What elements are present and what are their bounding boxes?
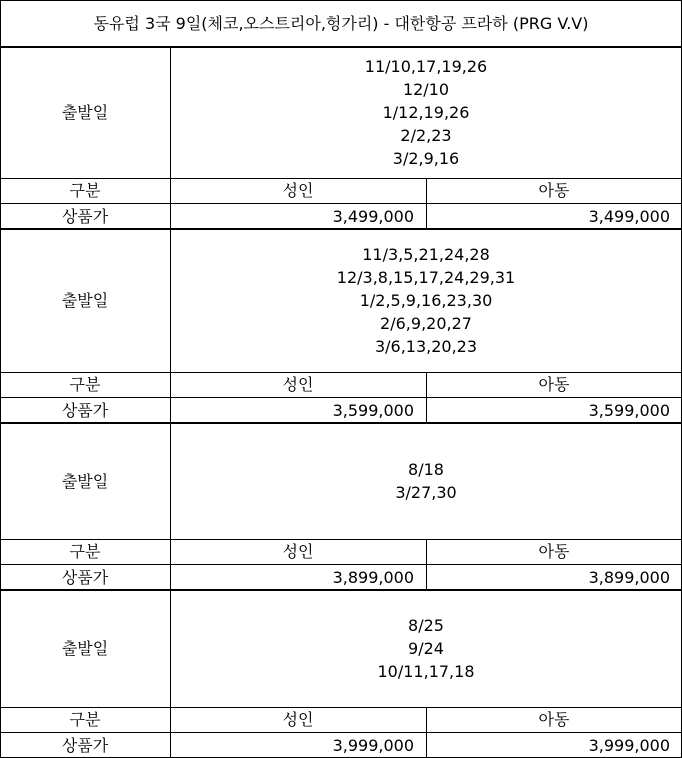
adult-header: 성인 (282, 181, 314, 200)
departure-label: 출발일 (61, 639, 109, 658)
category-label: 구분 (69, 542, 101, 561)
date-line: 3/2,9,16 (392, 149, 460, 168)
date-line: 11/3,5,21,24,28 (362, 245, 490, 264)
child-header: 아동 (538, 181, 570, 200)
date-line: 9/24 (408, 639, 444, 658)
adult-header: 성인 (282, 542, 314, 561)
category-label: 구분 (69, 375, 101, 394)
adult-price: 3,999,000 (332, 735, 414, 755)
date-line: 12/10 (402, 80, 450, 99)
price-label: 상품가 (61, 567, 109, 587)
date-line: 11/10,17,19,26 (364, 57, 488, 76)
date-line: 2/6,9,20,27 (380, 314, 472, 333)
departure-dates (170, 229, 682, 372)
child-header: 아동 (538, 542, 570, 561)
departure-label: 출발일 (61, 471, 109, 491)
departure-label: 출발일 (61, 103, 109, 122)
adult-price: 3,499,000 (332, 206, 414, 226)
table-title: 동유럽 3국 9일(체코,오스트리아,헝가리) - 대한항공 프라하 (PRG V.V) (93, 14, 589, 33)
price-label: 상품가 (61, 400, 109, 420)
child-price: 3,999,000 (588, 735, 670, 755)
departure-dates (170, 47, 682, 178)
departure-label: 출발일 (61, 291, 109, 310)
date-line: 1/12,19,26 (382, 103, 470, 122)
date-line: 3/27,30 (395, 483, 457, 502)
date-line: 8/18 (408, 460, 444, 479)
date-line: 12/3,8,15,17,24,29,31 (336, 268, 516, 287)
date-line: 8/25 (408, 616, 444, 635)
category-label: 구분 (69, 710, 101, 729)
price-label: 상품가 (61, 206, 109, 226)
adult-header: 성인 (282, 375, 314, 394)
adult-price: 3,599,000 (332, 400, 414, 420)
departure-dates (170, 590, 682, 707)
date-line: 2/2,23 (400, 126, 452, 145)
child-header: 아동 (538, 375, 570, 394)
child-price: 3,899,000 (588, 567, 670, 587)
adult-price: 3,899,000 (332, 567, 414, 587)
child-price: 3,599,000 (588, 400, 670, 420)
date-line: 10/11,17,18 (377, 662, 475, 681)
date-line: 3/6,13,20,23 (374, 337, 478, 356)
child-price: 3,499,000 (588, 206, 670, 226)
departure-dates (170, 423, 682, 539)
child-header: 아동 (538, 710, 570, 729)
date-line: 1/2,5,9,16,23,30 (359, 291, 493, 310)
price-label: 상품가 (61, 735, 109, 755)
category-label: 구분 (69, 181, 101, 200)
adult-header: 성인 (282, 710, 314, 729)
